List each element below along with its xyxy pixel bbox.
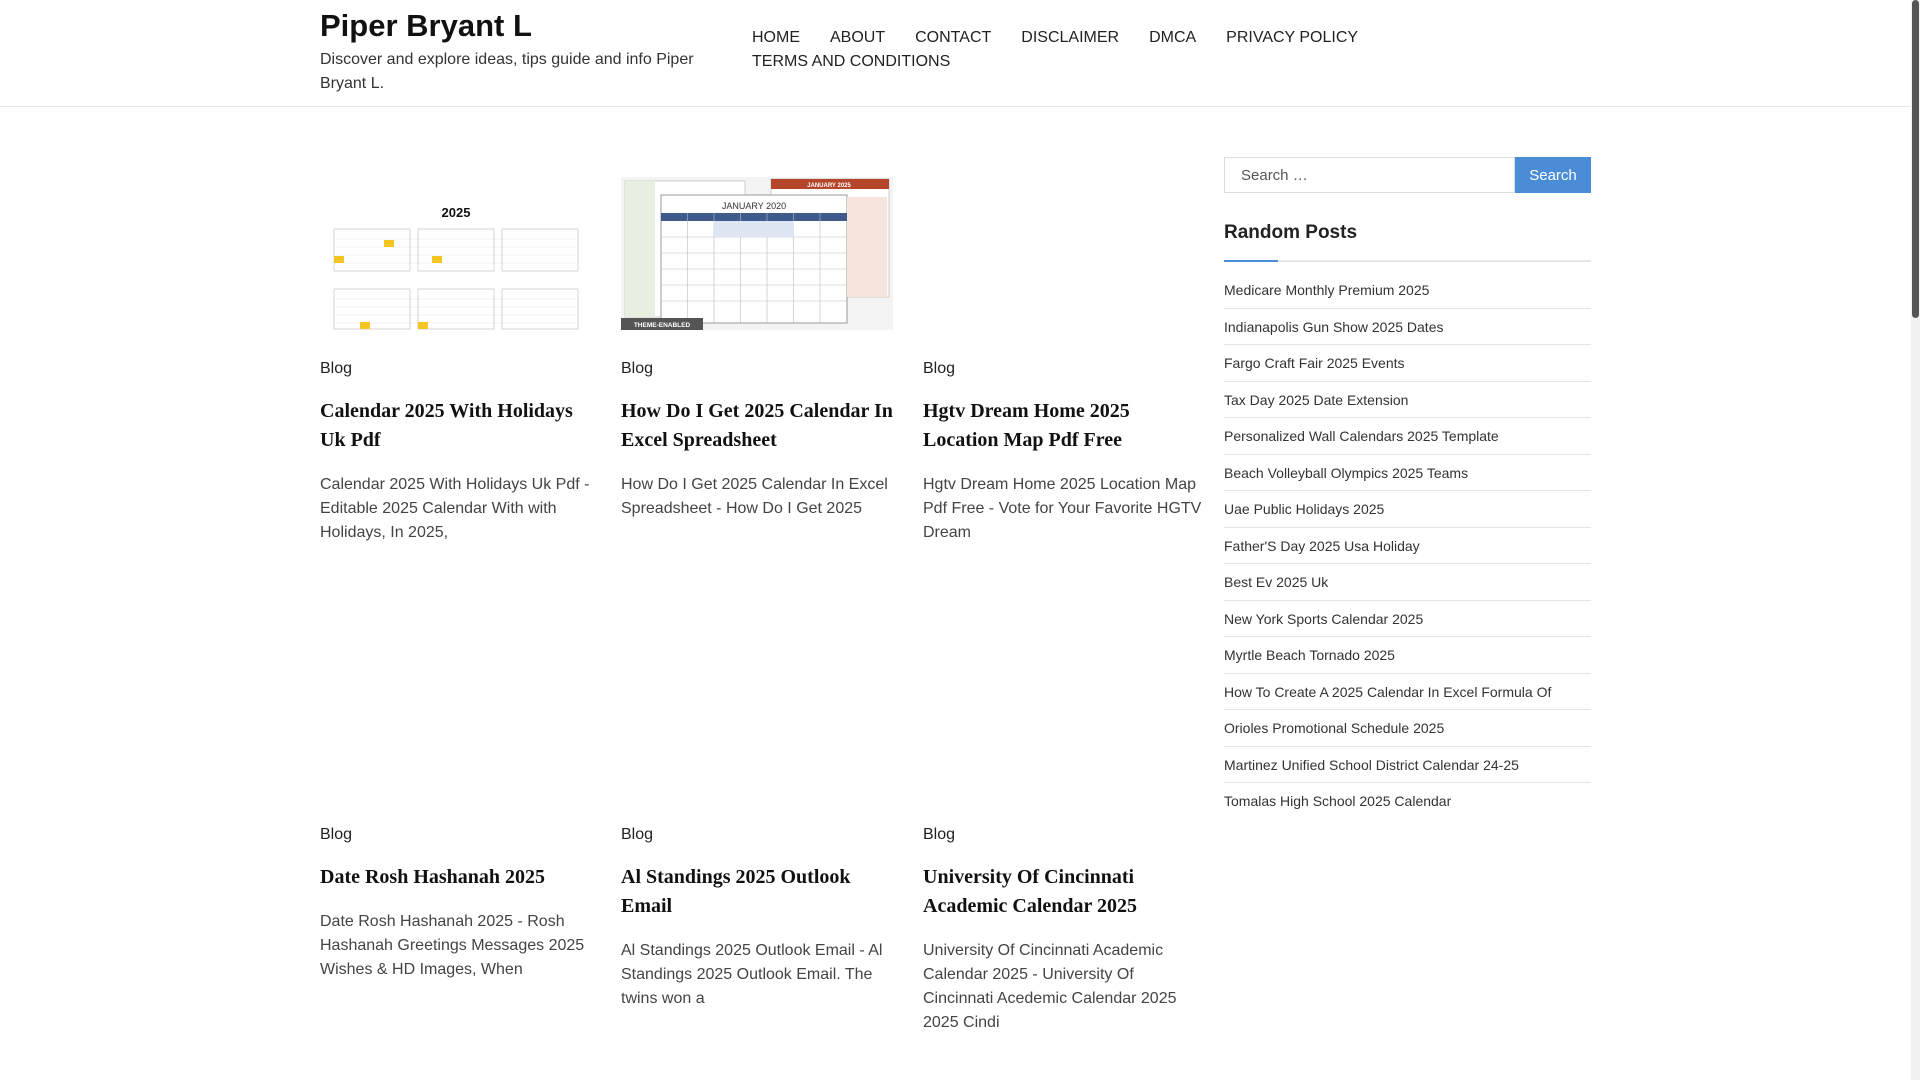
post-thumbnail[interactable] (923, 643, 1195, 796)
random-post-link[interactable]: Uae Public Holidays 2025 (1224, 491, 1591, 528)
post-thumbnail[interactable] (621, 643, 893, 796)
random-post-link[interactable]: Tax Day 2025 Date Extension (1224, 382, 1591, 419)
scrollbar-thumb[interactable] (1912, 0, 1919, 318)
random-posts-list (1224, 272, 1591, 820)
thumbnail-year-text: 2025 (441, 205, 471, 220)
search-form (1224, 157, 1591, 193)
calendar-spreadsheet-image (621, 177, 893, 330)
random-post-link[interactable]: Myrtle Beach Tornado 2025 (1224, 637, 1591, 674)
thumbnail-badge: THEME-ENABLED (633, 322, 691, 329)
post-excerpt: Calendar 2025 With Holidays Uk Pdf - Editable 2025 Calendar With with Holidays, In 2025, (320, 476, 590, 541)
random-post-link[interactable]: Medicare Monthly Premium 2025 (1224, 272, 1591, 309)
post-card (621, 643, 901, 1011)
thumbnail-second-month: JANUARY 2025 (807, 183, 851, 189)
main-nav (752, 28, 1392, 72)
random-post-link[interactable]: Tomalas High School 2025 Calendar (1224, 793, 1452, 809)
post-category[interactable]: Blog (923, 360, 956, 377)
nav-terms-and-conditions[interactable]: TERMS AND CONDITIONS (752, 53, 951, 70)
post-title[interactable]: Al Standings 2025 Outlook Email (621, 866, 851, 917)
random-post-link[interactable]: Orioles Promotional Schedule 2025 (1224, 710, 1591, 747)
random-post-link[interactable]: Father'S Day 2025 Usa Holiday (1224, 528, 1591, 565)
nav-disclaimer[interactable]: DISCLAIMER (1021, 29, 1120, 46)
random-post-link[interactable]: Fargo Craft Fair 2025 Events (1224, 345, 1591, 382)
site-title[interactable]: Piper Bryant L (320, 8, 532, 43)
random-post-link[interactable]: Best Ev 2025 Uk (1224, 564, 1591, 601)
site-header (0, 0, 1911, 107)
post-category[interactable]: Blog (320, 360, 353, 377)
nav-home[interactable]: HOME (752, 29, 800, 46)
random-post-link[interactable]: New York Sports Calendar 2025 (1224, 601, 1591, 638)
nav-about[interactable]: ABOUT (830, 29, 886, 46)
post-category[interactable]: Blog (621, 826, 654, 843)
nav-contact[interactable]: CONTACT (915, 29, 992, 46)
post-excerpt: University Of Cincinnati Academic Calendar 2025 - University Of Cincinnati Acedemic Calendar 2025 2025 Cindi (923, 942, 1177, 1031)
post-category[interactable]: Blog (320, 826, 353, 843)
post-category[interactable]: Blog (923, 826, 956, 843)
calendar-image (320, 177, 592, 330)
post-title[interactable]: University Of Cincinnati Academic Calendar 2025 (923, 866, 1138, 917)
page-scrollbar[interactable] (1911, 0, 1920, 1080)
post-card (320, 643, 600, 982)
post-excerpt: Hgtv Dream Home 2025 Location Map Pdf Free - Vote for Your Favorite HGTV Dream (923, 476, 1202, 541)
post-excerpt: How Do I Get 2025 Calendar In Excel Spreadsheet - How Do I Get 2025 (621, 476, 888, 517)
post-thumbnail[interactable] (923, 177, 1195, 330)
search-button[interactable]: Search (1515, 157, 1591, 193)
random-post-link[interactable]: Beach Volleyball Olympics 2025 Teams (1224, 455, 1591, 492)
random-posts-heading: Random Posts (1224, 222, 1358, 243)
widget-divider (1224, 260, 1591, 262)
post-card (320, 177, 600, 545)
search-input[interactable] (1224, 157, 1515, 193)
post-thumbnail[interactable] (320, 177, 592, 330)
random-post-link[interactable]: Indianapolis Gun Show 2025 Dates (1224, 309, 1591, 346)
post-title[interactable]: Calendar 2025 With Holidays Uk Pdf (320, 400, 573, 451)
nav-privacy-policy[interactable]: PRIVACY POLICY (1226, 29, 1359, 46)
post-thumbnail[interactable] (621, 177, 893, 330)
nav-dmca[interactable]: DMCA (1149, 29, 1197, 46)
sidebar (1224, 157, 1591, 820)
post-excerpt: Date Rosh Hashanah 2025 - Rosh Hashanah Greetings Messages 2025 Wishes & HD Images, When (320, 913, 585, 978)
post-title[interactable]: Date Rosh Hashanah 2025 (320, 866, 546, 888)
post-title[interactable]: Hgtv Dream Home 2025 Location Map Pdf Free (923, 400, 1130, 451)
site-description: Discover and explore ideas, tips guide and info Piper Bryant L. (320, 51, 694, 92)
post-card (923, 643, 1203, 1035)
post-title[interactable]: How Do I Get 2025 Calendar In Excel Spreadsheet (621, 400, 893, 451)
random-post-link[interactable]: Personalized Wall Calendars 2025 Template (1224, 418, 1591, 455)
random-post-link[interactable]: How To Create A 2025 Calendar In Excel Formula Of (1224, 674, 1591, 711)
random-post-link[interactable]: Martinez Unified School District Calendar 24-25 (1224, 747, 1591, 784)
post-excerpt: Al Standings 2025 Outlook Email - Al Standings 2025 Outlook Email. The twins won a (621, 942, 883, 1007)
post-category[interactable]: Blog (621, 360, 654, 377)
thumbnail-month-text: JANUARY 2020 (721, 201, 787, 211)
post-card (621, 177, 901, 521)
post-card (923, 177, 1203, 545)
post-thumbnail[interactable] (320, 643, 592, 796)
